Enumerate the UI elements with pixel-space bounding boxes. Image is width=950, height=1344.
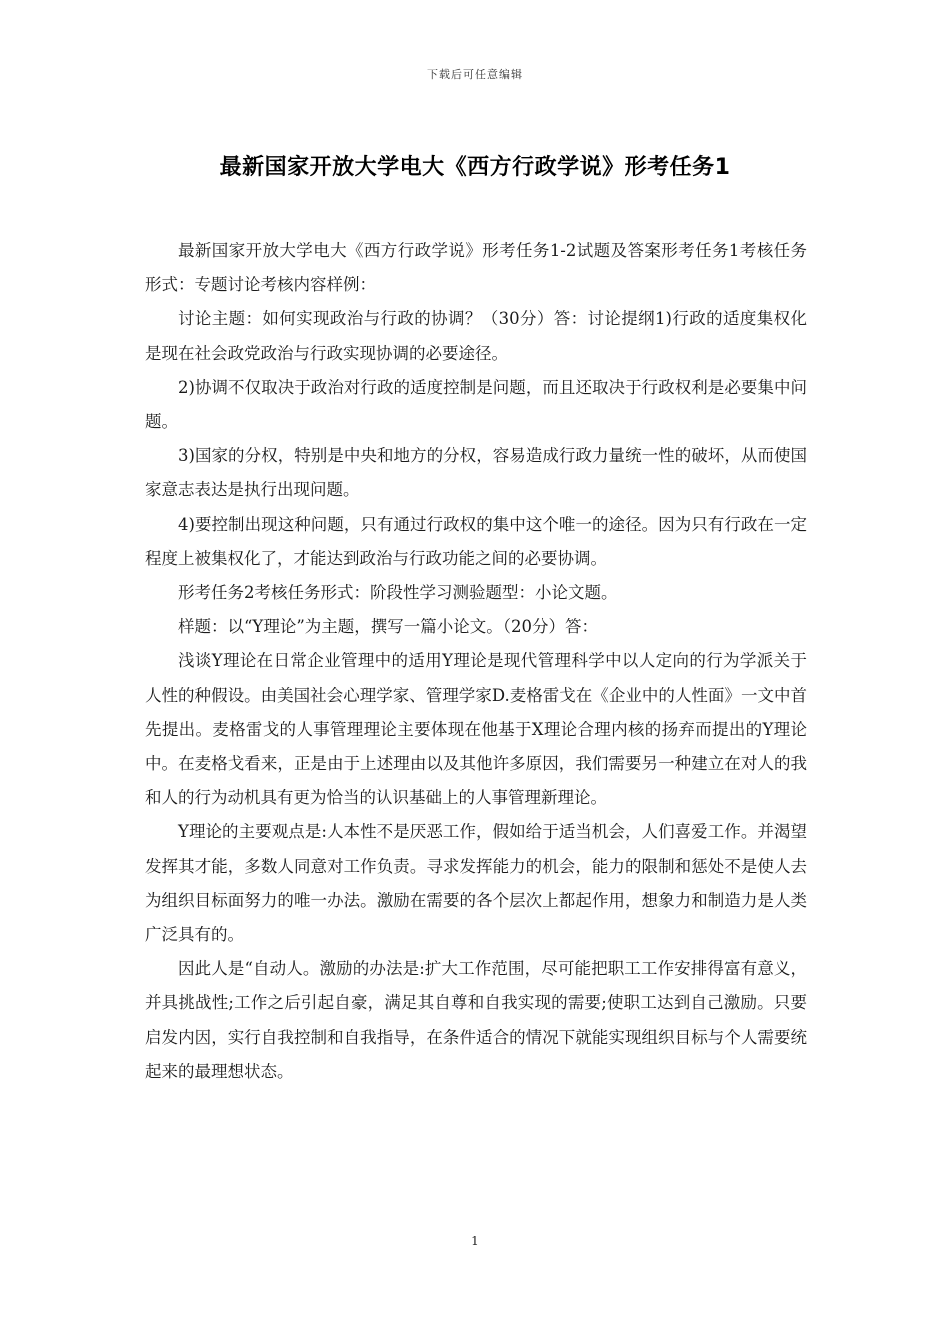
paragraph-sample-question: 样题：以“Y理论”为主题，撰写一篇小论文。（20分）答：: [178, 617, 599, 637]
page-number: 1: [471, 1234, 479, 1248]
document-title: 最新国家开放大学电大《西方行政学说》形考任务1: [219, 155, 731, 180]
paragraph-motivation: 因此人是“自动人。激励的办法是:扩大工作范围，尽可能把职工工作安排得富有意义，并具挑战性;工作之后引起自豪，满足其自尊和自我实现的需要;使职工达到自己激励。只要启发内因，实行自我控制和自我指导，在条件适合的情况下就能实现组织目标与个人需要统起来的最理想状态。: [145, 959, 807, 1081]
paragraph-discussion-topic: 讨论主题：如何实现政治与行政的协调？（30分）答：讨论提纲1)行政的适度集权化是现在社会政党政治与行政实现协调的必要途径。: [145, 309, 807, 363]
paragraph-intro: 最新国家开放大学电大《西方行政学说》形考任务1-2试题及答案形考任务1考核任务形式：专题讨论考核内容样例：: [145, 241, 807, 295]
paragraph-y-theory-views: Y理论的主要观点是:人本性不是厌恶工作，假如给于适当机会，人们喜爱工作。并渴望发挥其才能，多数人同意对工作负责。寻求发挥能力的机会，能力的限制和惩处不是使人去为组织目标面努力的唯一办法。激励在需要的各个层次上都起作用，想象力和制造力是人类广泛具有的。: [145, 822, 807, 945]
paragraph-point-2: 2)协调不仅取决于政治对行政的适度控制是问题，而且还取决于行政权利是必要集中问题。: [145, 377, 807, 432]
paragraph-y-theory-intro: 浅谈Y理论在日常企业管理中的适用Y理论是现代管理科学中以人定向的行为学派关于人性的种假设。由美国社会心理学家、管理学家D.麦格雷戈在《企业中的人性面》一文中首先提出。麦格雷戈的人事管理理论主要体现在他基于X理论合理内核的扬弃而提出的Y理论中。在麦格戈看来，正是由于上述理由以及其他许多原因，我们需要另一种建立在对人的我和人的行为动机具有更为恰当的认识基础上的人事管理新理论。: [145, 651, 807, 808]
document-body: [145, 234, 807, 1089]
paragraph-task-2: 形考任务2考核任务形式：阶段性学习测验题型：小论文题。: [178, 583, 618, 603]
paragraph-point-3: 3)国家的分权，特别是中央和地方的分权，容易造成行政力量统一性的破坏，从而使国家意志表达是执行出现问题。: [145, 446, 807, 500]
paragraph-point-4: 4)要控制出现这种问题，只有通过行政权的集中这个唯一的途径。因为只有行政在一定程度上被集权化了，才能达到政治与行政功能之间的必要协调。: [145, 514, 807, 568]
header-note: 下载后可任意编辑: [427, 68, 523, 81]
